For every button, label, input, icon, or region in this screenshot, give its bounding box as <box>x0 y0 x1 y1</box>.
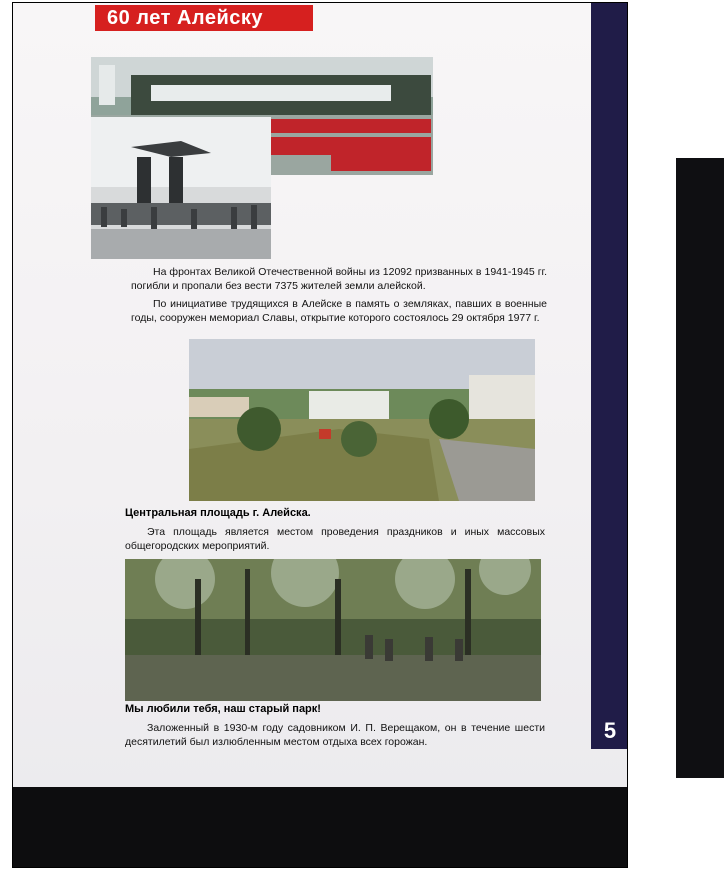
scan-bottom-shadow <box>13 787 628 868</box>
page-number: 5 <box>603 718 617 743</box>
page-bookmark-stripe <box>591 3 628 749</box>
old-park-paragraph: Заложенный в 1930-м году садовником И. П. Верещаком, он в течение шести десятилетий был излюбленным местом отдыха всех горожан. <box>125 722 545 748</box>
memorial-photo-bw <box>91 117 271 259</box>
memorial-paragraph-2: По инициативе трудящихся в Алейске в память о земляках, павших в военные годы, сооружен мемориал Славы, открытие которого состоялось 29 октября 1977 г. <box>131 298 547 324</box>
central-square-paragraph: Эта площадь является местом проведения праздников и иных массовых общегородских мероприятий. <box>125 526 545 552</box>
memorial-text <box>131 265 547 329</box>
central-square-caption: Центральная площадь г. Алейска. <box>125 507 311 519</box>
memorial-paragraph-1: На фронтах Великой Отечественной войны из 12092 призванных в 1941-1945 гг. погибли и пропали без вести 7375 жителей земли алейской. <box>131 266 547 292</box>
central-square-text <box>125 525 545 557</box>
scan-shadow-right <box>676 158 724 778</box>
old-park-caption: Мы любили тебя, наш старый парк! <box>125 703 321 715</box>
magazine-page <box>13 3 628 793</box>
old-park-photo <box>125 559 541 701</box>
header-banner: 60 лет Алейску <box>95 5 313 31</box>
old-park-text <box>125 721 545 753</box>
central-square-photo <box>189 339 535 501</box>
scan-frame <box>12 2 628 868</box>
